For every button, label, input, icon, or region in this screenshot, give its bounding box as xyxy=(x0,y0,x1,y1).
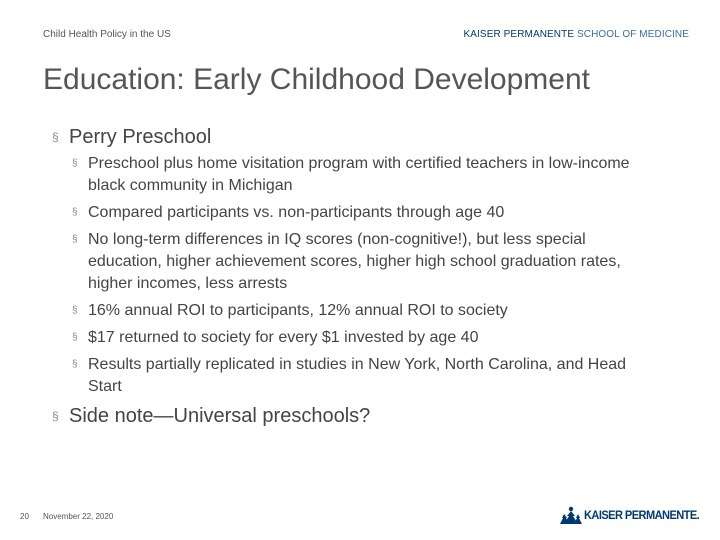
sub-bullet-marker: § xyxy=(72,332,78,343)
sub-bullet-text: Compared participants vs. non-participants through age 40 xyxy=(88,204,505,221)
kaiser-permanente-logo-icon xyxy=(560,506,582,524)
page-number: 20 xyxy=(20,512,29,521)
sub-bullet-text: No long-term differences in IQ scores (non-cognitive!), but less special education, higher achievement scores, higher high school graduation rates, higher incomes, less arrests xyxy=(88,231,621,292)
perry-preschool-sublist xyxy=(72,153,662,398)
sub-bullet-comparison xyxy=(72,202,662,224)
bullet-text: Perry Preschool xyxy=(69,126,212,148)
sub-bullet-outcomes xyxy=(72,229,662,295)
footer-date: November 22, 2020 xyxy=(43,512,114,521)
sub-bullet-marker: § xyxy=(72,234,78,245)
sub-bullet-text: 16% annual ROI to participants, 12% annual ROI to society xyxy=(88,302,508,319)
logo-wordmark: KAISER PERMANENTE. xyxy=(584,508,700,522)
sub-bullet-return xyxy=(72,327,662,349)
bullet-text: Side note—Universal preschools? xyxy=(69,405,371,427)
slide-content xyxy=(52,124,662,429)
sub-bullet-roi xyxy=(72,300,662,322)
bullet-universal-preschools xyxy=(52,403,662,429)
slide-title: Education: Early Childhood Development xyxy=(43,63,590,96)
header-institution-name: KAISER PERMANENTE xyxy=(463,29,575,40)
header-course-title: Child Health Policy in the US xyxy=(43,29,171,40)
sub-bullet-text: Preschool plus home visitation program with certified teachers in low-income black community in Michigan xyxy=(88,155,630,194)
sub-bullet-text: Results partially replicated in studies in New York, North Carolina, and Head Start xyxy=(88,356,627,395)
sub-bullet-marker: § xyxy=(72,158,78,169)
sub-bullet-program xyxy=(72,153,662,197)
bullet-perry-preschool xyxy=(52,124,662,150)
sub-bullet-text: $17 returned to society for every $1 invested by age 40 xyxy=(88,329,479,346)
sub-bullet-marker: § xyxy=(72,305,78,316)
sub-bullet-marker: § xyxy=(72,207,78,218)
bullet-marker: § xyxy=(52,130,59,144)
kaiser-permanente-logo xyxy=(560,506,709,524)
sub-bullet-marker: § xyxy=(72,359,78,370)
bullet-marker: § xyxy=(52,409,59,423)
sub-bullet-replication xyxy=(72,354,662,398)
header-institution xyxy=(464,29,690,40)
header-institution-school: SCHOOL OF MEDICINE xyxy=(574,29,689,40)
